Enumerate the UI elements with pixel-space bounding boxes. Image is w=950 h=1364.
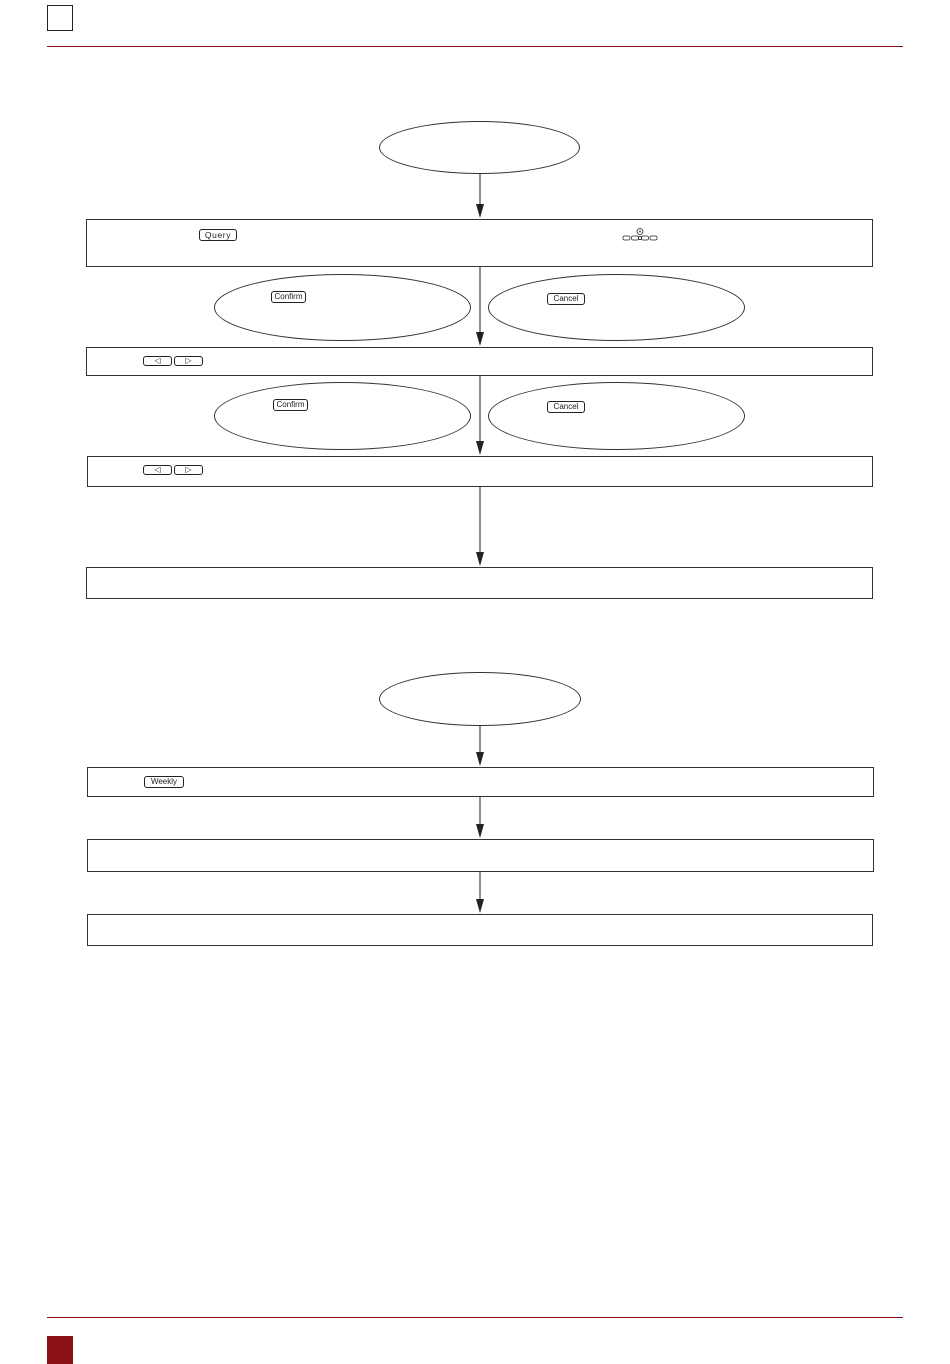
- arrowhead: [476, 332, 484, 346]
- query-key: Query: [199, 229, 237, 241]
- arrowhead: [476, 552, 484, 566]
- right-arrow-key: ▷: [174, 465, 203, 475]
- cancel-branch-1: [488, 274, 745, 341]
- cancel-key: Cancel: [547, 293, 585, 305]
- step-4-box: [86, 567, 873, 599]
- start-node-2: [379, 672, 581, 726]
- arrowhead: [476, 824, 484, 838]
- confirm-key: Confirm: [271, 291, 306, 303]
- step-2-box: [86, 347, 873, 376]
- step-a-box: [87, 767, 874, 797]
- step-c-box: [87, 914, 873, 946]
- left-right-arrow-keys: [143, 465, 203, 475]
- left-arrow-key: ◁: [143, 356, 172, 366]
- step-b-box: [87, 839, 874, 872]
- arrowhead: [476, 441, 484, 455]
- start-node-1: [379, 121, 580, 174]
- arrowhead: [476, 204, 484, 218]
- navigation-keys-icon: [622, 228, 658, 242]
- step-1-box: [86, 219, 873, 267]
- step-3-box: [87, 456, 873, 487]
- confirm-branch-2: [214, 382, 471, 450]
- confirm-branch-1: [214, 274, 471, 341]
- cancel-key: Cancel: [547, 401, 585, 413]
- weekly-key: Weekly: [144, 776, 184, 788]
- arrowhead: [476, 752, 484, 766]
- right-arrow-key: ▷: [174, 356, 203, 366]
- confirm-key: Confirm: [273, 399, 308, 411]
- left-arrow-key: ◁: [143, 465, 172, 475]
- cancel-branch-2: [488, 382, 745, 450]
- left-right-arrow-keys: [143, 356, 203, 366]
- arrowhead: [476, 899, 484, 913]
